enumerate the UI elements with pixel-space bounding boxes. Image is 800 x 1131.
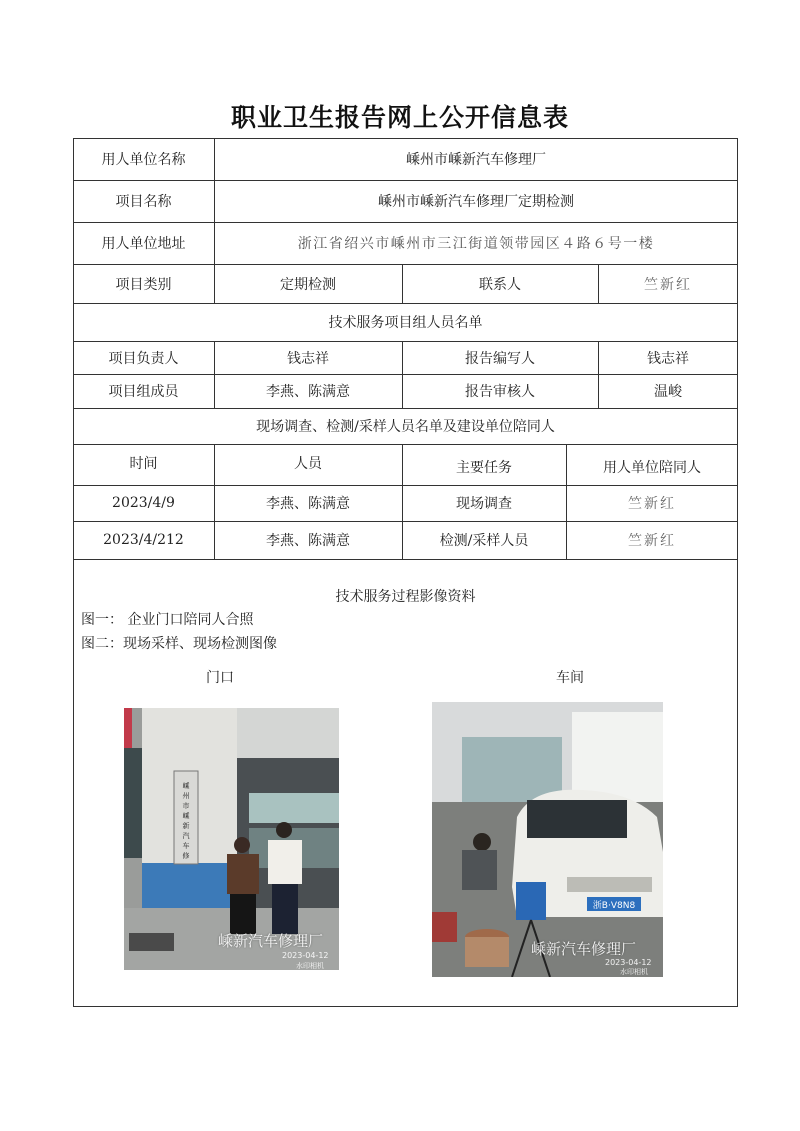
- row2-escort: 竺新红: [628, 533, 676, 549]
- contact-label: 联系人: [479, 276, 521, 293]
- header-staff: 人员: [294, 456, 322, 472]
- document-title: 职业卫生报告网上公开信息表: [230, 103, 569, 132]
- workshop-watermark: 嵊新汽车修理厂: [531, 940, 637, 958]
- workshop-photo: [432, 702, 663, 977]
- employer-address-label: 用人单位地址: [101, 236, 186, 252]
- row1-staff: 李燕、陈满意: [266, 496, 350, 512]
- svg-text:汽: 汽: [182, 832, 190, 840]
- leader-label: 项目负责人: [108, 350, 179, 367]
- svg-text:州: 州: [182, 792, 190, 800]
- gate-watermark: 嵊新汽车修理厂: [218, 932, 324, 950]
- svg-text:修: 修: [182, 852, 190, 860]
- writer-label: 报告编写人: [465, 350, 535, 367]
- gate-photo: [124, 708, 339, 970]
- row2-staff: 李燕、陈满意: [266, 533, 350, 549]
- workshop-photo-image: [432, 702, 663, 977]
- photo-label-gate: 门口: [206, 670, 234, 686]
- photo-label-workshop: 车间: [556, 670, 584, 686]
- row1-escort: 竺新红: [628, 496, 676, 512]
- gate-watermark-app: 水印相机: [296, 962, 324, 970]
- header-task: 主要任务: [456, 460, 512, 476]
- reviewer-label: 报告审核人: [465, 384, 535, 400]
- row-divider: [73, 559, 738, 560]
- leader-value: 钱志祥: [287, 350, 329, 367]
- svg-text:嵊: 嵊: [182, 812, 190, 820]
- media-section-title: 技术服务过程影像资料: [335, 589, 476, 605]
- figure2-caption: 图二：现场采样、现场检测图像: [81, 636, 277, 652]
- header-escort: 用人单位陪同人: [603, 460, 701, 476]
- workshop-watermark-app: 水印相机: [620, 968, 648, 976]
- contact-value: 竺新红: [644, 276, 692, 293]
- project-type-value: 定期检测: [280, 276, 336, 293]
- license-plate: 浙B·V8N8: [592, 901, 636, 911]
- members-label: 项目组成员: [108, 384, 179, 400]
- team-section-title: 技术服务项目组人员名单: [328, 315, 483, 331]
- figure1-caption: 图一： 企业门口陪同人合照: [81, 612, 254, 628]
- header-date: 时间: [129, 456, 158, 472]
- employer-address-value: 浙江省绍兴市嵊州市三江街道领带园区４路６号一楼: [297, 236, 655, 252]
- sign-text: 嵊: [182, 782, 190, 790]
- gate-watermark-date: 2023-04-12: [282, 951, 329, 960]
- project-name-label: 项目名称: [115, 194, 172, 210]
- project-type-label: 项目类别: [115, 276, 172, 293]
- employer-name-value: 嵊州市嵊新汽车修理厂: [406, 152, 546, 168]
- svg-text:新: 新: [182, 822, 190, 830]
- row1-task: 现场调查: [456, 496, 512, 512]
- writer-value: 钱志祥: [647, 350, 689, 367]
- row2-date: 2023/4/212: [103, 532, 184, 548]
- row2-task: 检测/采样人员: [439, 533, 529, 549]
- members-value: 李燕、陈满意: [266, 384, 350, 400]
- employer-name-label: 用人单位名称: [101, 152, 186, 168]
- field-section-title: 现场调查、检测/采样人员名单及建设单位陪同人: [256, 419, 555, 435]
- project-name-value: 嵊州市嵊新汽车修理厂定期检测: [378, 194, 574, 210]
- svg-text:市: 市: [182, 802, 190, 810]
- svg-text:车: 车: [182, 842, 190, 850]
- workshop-watermark-date: 2023-04-12: [605, 958, 652, 967]
- row1-date: 2023/4/9: [112, 495, 175, 511]
- reviewer-value: 温峻: [654, 384, 682, 400]
